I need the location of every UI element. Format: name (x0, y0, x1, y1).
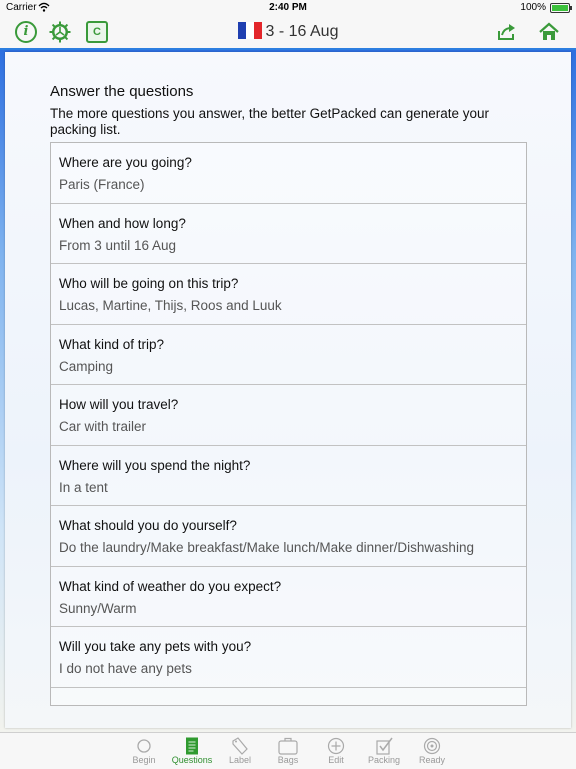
question-text: Who will be going on this trip? (59, 276, 239, 291)
tab-label: Ready (418, 755, 445, 765)
checkbox-icon (374, 737, 394, 755)
tag-icon (230, 737, 250, 755)
question-text: Where will you spend the night? (59, 457, 251, 473)
tab-questions[interactable] (168, 733, 216, 769)
answer-text: In a tent (59, 479, 108, 495)
nav-bar (0, 16, 576, 50)
home-icon[interactable] (538, 21, 560, 43)
tab-packing[interactable] (360, 733, 408, 769)
question-row[interactable] (51, 446, 526, 507)
france-flag-icon (238, 22, 262, 39)
status-time: 2:40 PM (269, 2, 307, 13)
questions-panel (5, 52, 571, 728)
question-text: What kind of trip? (59, 336, 165, 352)
page-title: Answer the questions (50, 83, 194, 100)
tab-label: Begin (132, 755, 156, 765)
question-row[interactable] (51, 325, 526, 386)
question-row[interactable] (51, 627, 526, 688)
tab-begin[interactable] (120, 733, 168, 769)
tab-label: Edit (328, 755, 344, 765)
bag-icon (278, 737, 298, 755)
question-row[interactable] (51, 264, 526, 325)
question-text: What kind of weather do you expect? (59, 578, 282, 594)
question-row[interactable] (51, 567, 526, 628)
share-icon[interactable] (496, 21, 518, 43)
trip-dates: 3 - 16 Aug (265, 23, 339, 40)
question-text: How will you travel? (59, 397, 179, 412)
question-row[interactable] (51, 385, 526, 446)
target-icon (422, 737, 442, 755)
circle-icon (134, 737, 154, 755)
carrier-label: Carrier (6, 2, 37, 13)
intro-text: The more questions you answer, the better GetPacked can generate your packing list. (50, 106, 490, 137)
tab-ready[interactable] (408, 733, 456, 769)
question-text: Where are you going? (59, 155, 192, 170)
answer-text: Lucas, Martine, Thijs, Roos and Luuk (59, 298, 282, 313)
trip-title (0, 22, 576, 41)
copy-list-icon[interactable]: C (86, 21, 108, 43)
tab-label: Questions (171, 755, 213, 765)
question-row[interactable] (51, 143, 526, 204)
tab-label: Bags (277, 755, 299, 765)
question-text: When and how long? (59, 215, 186, 231)
battery-icon (550, 3, 570, 13)
tab-bags[interactable] (264, 733, 312, 769)
answer-text: Car with trailer (59, 419, 147, 434)
tab-label: Packing (367, 755, 401, 765)
plus-circle-icon (326, 737, 346, 755)
info-icon[interactable]: i (15, 21, 37, 43)
answer-text: I do not have any pets (59, 661, 192, 676)
battery-percent: 100% (520, 2, 546, 13)
answer-text: Paris (France) (59, 177, 145, 192)
answer-text: Sunny/Warm (59, 600, 137, 616)
status-bar (0, 0, 576, 16)
tab-edit[interactable] (312, 733, 360, 769)
question-row[interactable] (51, 204, 526, 265)
question-text: Will you take any pets with you? (59, 639, 252, 654)
questions-list[interactable] (50, 142, 527, 706)
tab-label[interactable] (216, 733, 264, 769)
tab-label: Label (228, 755, 252, 765)
question-row[interactable] (51, 506, 526, 567)
answer-text: Do the laundry/Make breakfast/Make lunch/Make dinner/Dishwashing (59, 540, 474, 555)
document-icon (182, 737, 202, 755)
answer-text: From 3 until 16 Aug (59, 237, 177, 253)
question-text: What should you do yourself? (59, 518, 237, 533)
answer-text: Camping (59, 358, 114, 374)
tab-bar (0, 732, 576, 769)
